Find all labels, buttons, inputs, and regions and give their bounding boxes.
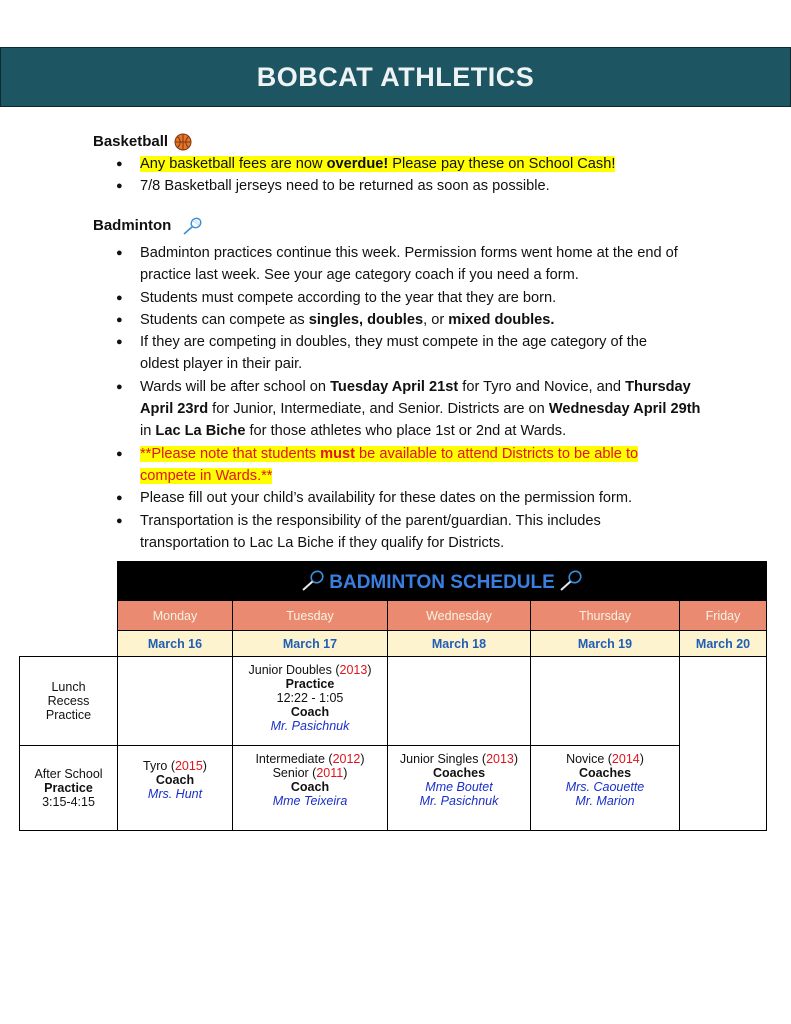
- after-monday-cell: Tyro (2015) Coach Mrs. Hunt: [118, 746, 233, 831]
- list-item: ● Badminton practices continue this week. Permission forms went home at the end of practice last week. See your age category coach if you need a form.: [116, 245, 678, 284]
- day-header-friday: Friday: [680, 601, 767, 631]
- day-header-monday: Monday: [118, 601, 233, 631]
- basketball-section: [93, 131, 773, 198]
- after-wednesday-cell: Junior Singles (2013) Coaches Mme Boutet Mr. Pasichnuk: [388, 746, 531, 831]
- after-school-row: [20, 746, 767, 831]
- after-school-label-cell: After School Practice 3:15-4:15: [20, 746, 118, 831]
- list-item-highlighted: ● **Please note that students must be available to attend Districts to be able to compete in Wards.**: [116, 445, 639, 484]
- list-item: ● Transportation is the responsibility of the parent/guardian. This includes transportation to Lac La Biche if they qualify for Districts.: [116, 512, 601, 551]
- list-item: ● Any basketball fees are now overdue! Please pay these on School Cash!: [116, 156, 616, 172]
- date-wednesday: March 18: [388, 631, 531, 657]
- list-item: ● Please fill out your child’s availability for these dates on the permission form.: [116, 490, 633, 507]
- list-item: ● Students must compete according to the year that they are born.: [116, 289, 557, 306]
- lunch-label-cell: Lunch Recess Practice: [20, 657, 118, 746]
- day-header-wednesday: Wednesday: [388, 601, 531, 631]
- basketball-icon: [174, 133, 192, 151]
- date-thursday: March 19: [531, 631, 680, 657]
- day-header-tuesday: Tuesday: [233, 601, 388, 631]
- after-tuesday-cell: Intermediate (2012) Senior (2011) Coach Mme Teixeira: [233, 746, 388, 831]
- list-item: ● 7/8 Basketball jerseys need to be returned as soon as possible.: [116, 178, 550, 195]
- lunch-thursday-cell: [531, 657, 680, 746]
- date-friday: March 20: [680, 631, 767, 657]
- after-thursday-cell: Novice (2014) Coaches Mrs. Caouette Mr. Marion: [531, 746, 680, 831]
- header-banner: [0, 47, 791, 107]
- date-tuesday: March 17: [233, 631, 388, 657]
- lunch-row: [20, 657, 767, 746]
- badminton-racket-icon: [300, 570, 326, 592]
- badminton-heading: Badminton: [93, 215, 773, 237]
- badminton-racket-icon: [181, 217, 203, 235]
- lunch-monday-cell: [118, 657, 233, 746]
- date-monday: March 16: [118, 631, 233, 657]
- schedule-title: BADMINTON SCHEDULE: [329, 572, 555, 593]
- badminton-section: [93, 215, 773, 554]
- list-item: ● If they are competing in doubles, they must compete in the age category of the oldest player in their pair.: [116, 334, 648, 373]
- lunch-tuesday-cell: Junior Doubles (2013) Practice 12:22 - 1:05 Coach Mr. Pasichnuk: [233, 657, 388, 746]
- friday-cell: [680, 657, 767, 831]
- day-header-thursday: Thursday: [531, 601, 680, 631]
- page-title: BOBCAT ATHLETICS: [256, 61, 535, 92]
- badminton-schedule-table: [19, 561, 767, 831]
- list-item: ● Students can compete as singles, doubles, or mixed doubles.: [116, 311, 555, 328]
- list-item: ● Wards will be after school on Tuesday April 21st for Tyro and Novice, and Thursday April 23rd for Junior, Intermediate, and Senior. Districts are on Wednesday April 29th in Lac La Biche for those athletes who place 1st or 2nd at Wards.: [116, 378, 701, 440]
- lunch-wednesday-cell: [388, 657, 531, 746]
- badminton-racket-icon: [558, 570, 584, 592]
- basketball-heading: Basketball: [93, 131, 773, 153]
- schedule-title-bar: [118, 562, 767, 601]
